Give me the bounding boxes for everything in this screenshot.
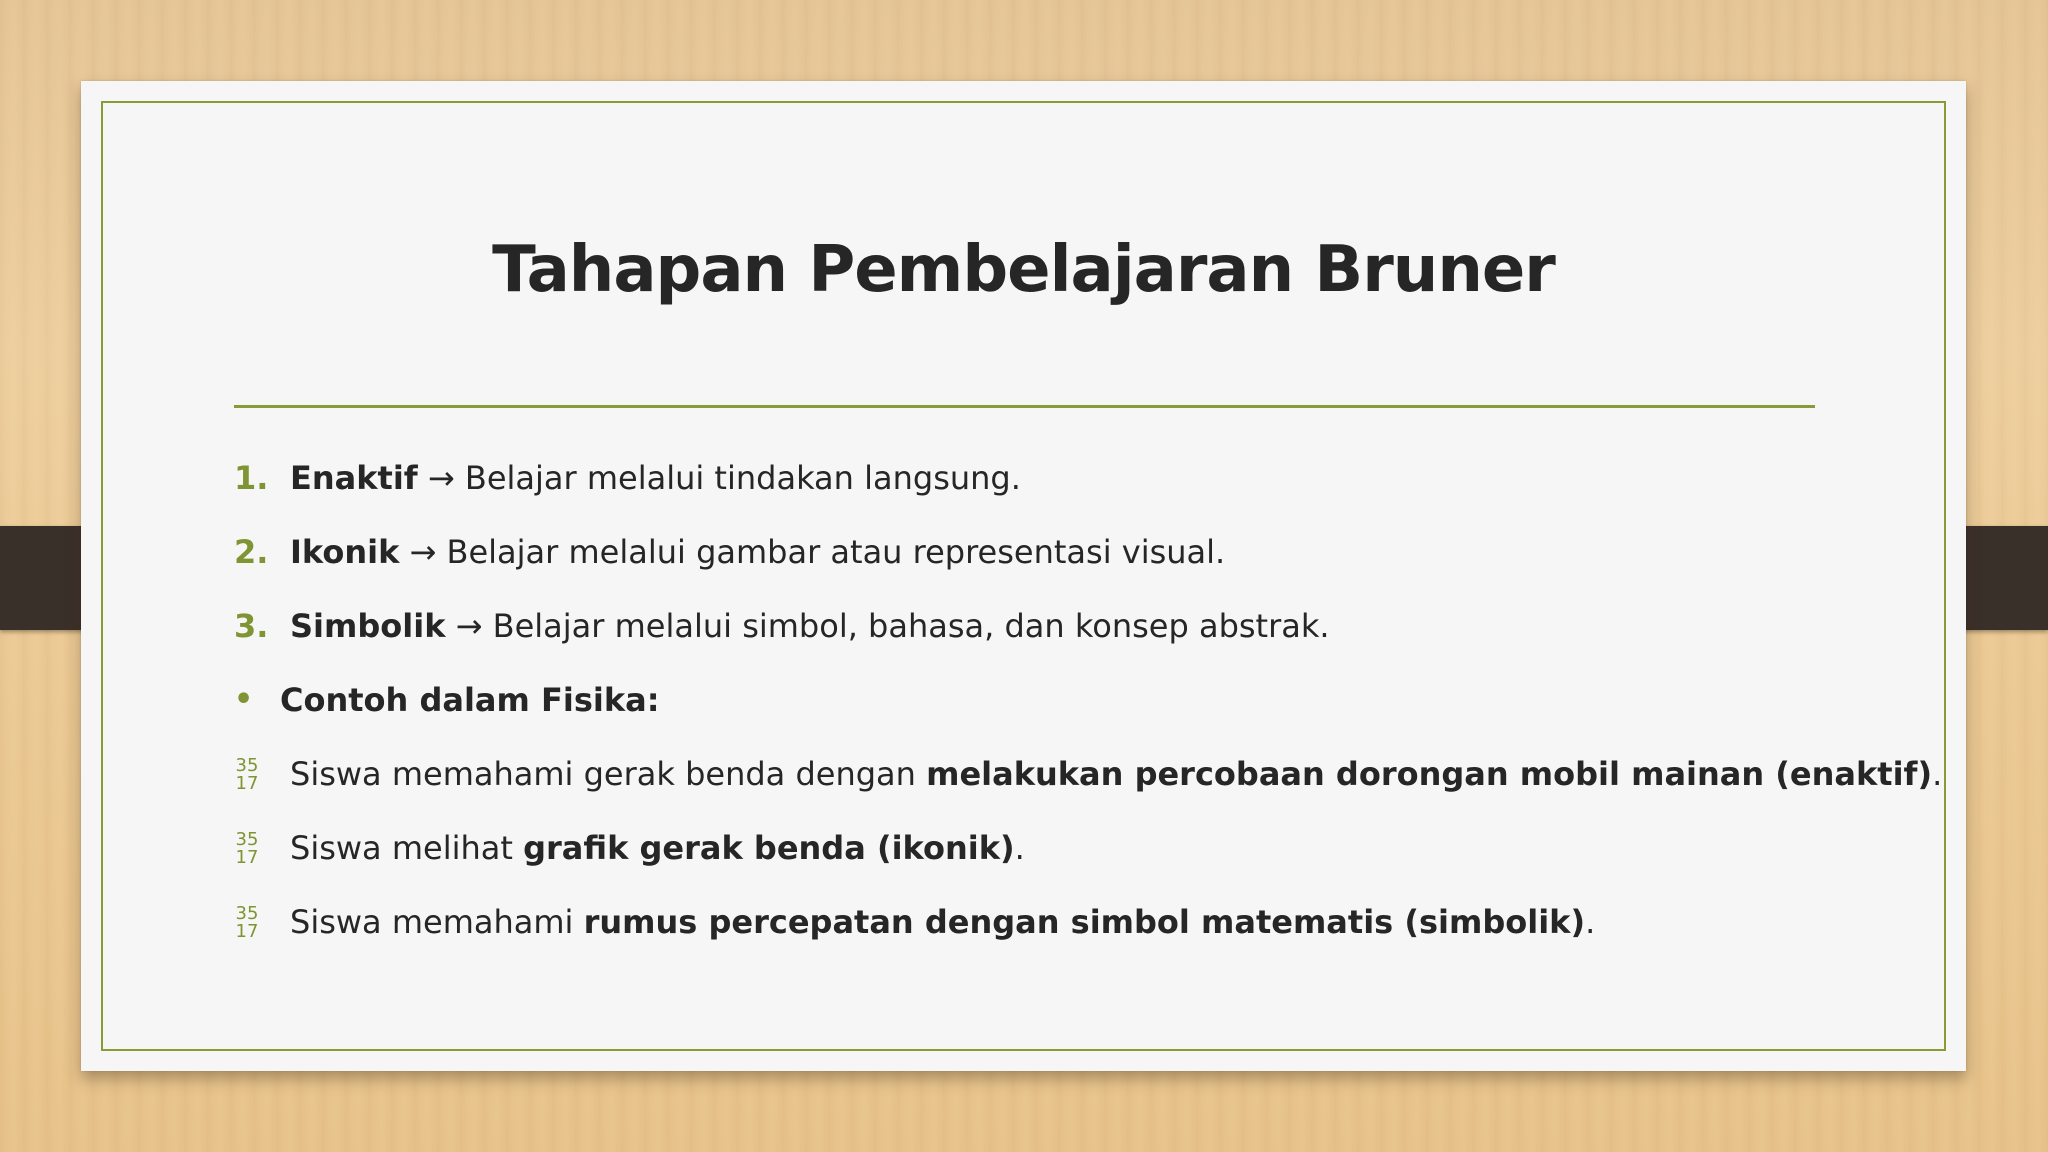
example-item	[234, 885, 1834, 959]
example-text	[290, 811, 1025, 885]
description: Belajar melalui gambar atau representasi visual.	[436, 533, 1226, 571]
list-text	[290, 441, 1021, 515]
slide-title: Tahapan Pembelajaran Bruner	[492, 233, 1555, 307]
sub-bullet-bottom: 17	[235, 847, 259, 868]
list-item-simbolik	[234, 589, 1834, 663]
list-text	[290, 589, 1330, 663]
slide-content	[234, 441, 1943, 959]
example-suffix: .	[1585, 903, 1596, 941]
description: Belajar melalui simbol, bahasa, dan konsep abstrak.	[482, 607, 1330, 645]
example-text	[290, 737, 1942, 811]
arrow-icon: →	[427, 459, 455, 497]
sub-bullet-icon	[234, 905, 260, 941]
sub-bullet-icon	[234, 831, 260, 867]
example-prefix: Siswa melihat	[290, 829, 524, 867]
title-divider	[234, 405, 1815, 408]
sub-bullet-bottom: 17	[235, 773, 259, 794]
list-number: 2.	[234, 533, 269, 571]
bullet-label: Contoh dalam Fisika:	[280, 681, 660, 719]
example-item	[234, 737, 1943, 811]
bullet-item-contoh	[234, 663, 1834, 737]
example-text	[290, 885, 1595, 959]
term: Simbolik	[290, 607, 446, 645]
example-bold: rumus percepatan dengan simbol matematis (simbolik)	[583, 903, 1586, 941]
list-item-ikonik	[234, 515, 1834, 589]
example-item	[234, 811, 1834, 885]
sub-bullet-top: 35	[235, 755, 259, 776]
sub-bullet-icon	[234, 757, 260, 793]
bullet-dot-icon: •	[234, 682, 254, 717]
example-suffix: .	[1014, 829, 1025, 867]
example-bold: melakukan percobaan dorongan mobil mainan (enaktif)	[926, 755, 1933, 793]
list-item-enaktif	[234, 441, 1834, 515]
arrow-icon: →	[409, 533, 437, 571]
list-text	[290, 515, 1225, 589]
example-prefix: Siswa memahami gerak benda dengan	[290, 755, 927, 793]
example-bold: grafik gerak benda (ikonik)	[523, 829, 1015, 867]
sub-bullet-top: 35	[235, 903, 259, 924]
list-number: 3.	[234, 607, 269, 645]
slide-paper	[81, 81, 1966, 1071]
example-suffix: .	[1932, 755, 1943, 793]
term: Ikonik	[290, 533, 400, 571]
bullet-text	[280, 663, 660, 737]
list-number: 1.	[234, 459, 269, 497]
arrow-icon: →	[455, 607, 483, 645]
description: Belajar melalui tindakan langsung.	[454, 459, 1021, 497]
term: Enaktif	[290, 459, 418, 497]
sub-bullet-bottom: 17	[235, 921, 259, 942]
example-prefix: Siswa memahami	[290, 903, 584, 941]
sub-bullet-top: 35	[235, 829, 259, 850]
